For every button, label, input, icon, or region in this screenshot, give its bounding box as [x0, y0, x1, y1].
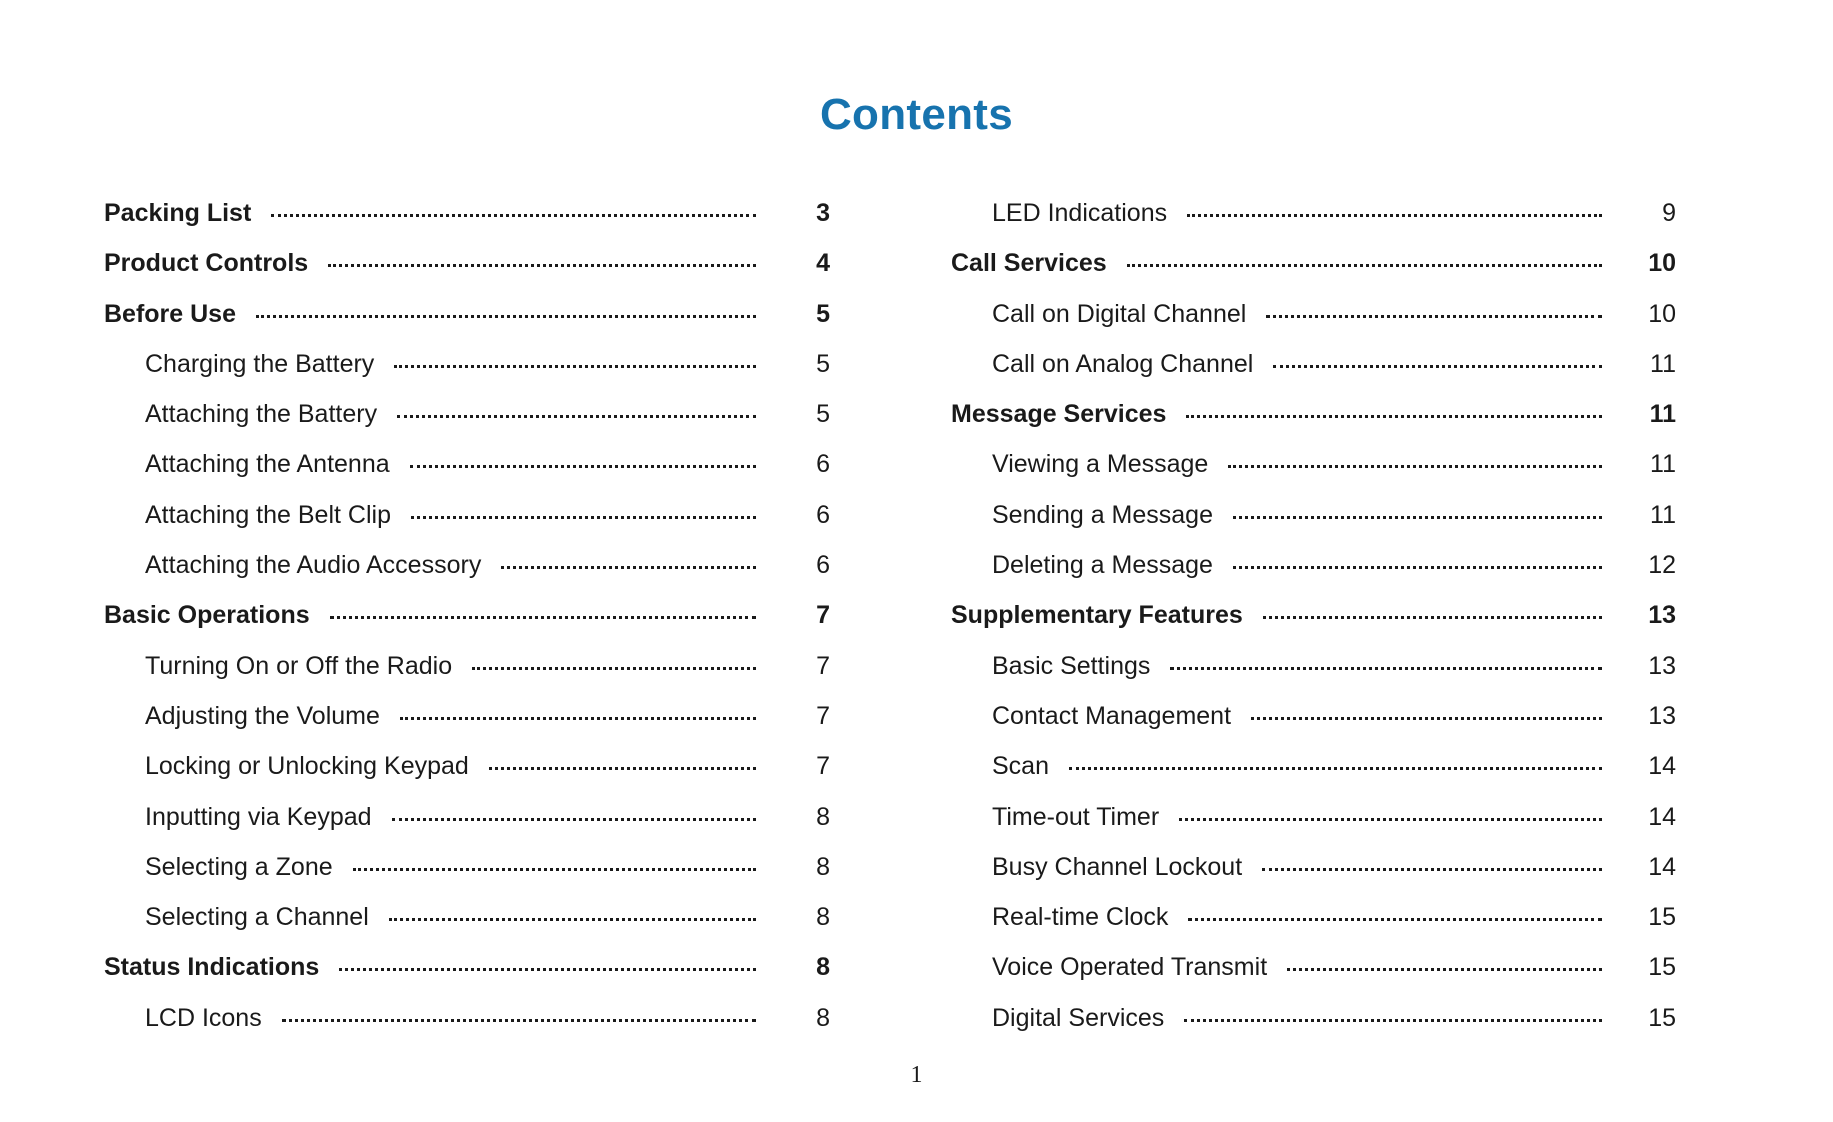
toc-entry[interactable]: [104, 752, 830, 802]
toc-entry-label: Deleting a Message: [992, 551, 1213, 580]
toc-entry[interactable]: [104, 1004, 830, 1054]
dot-leader: [1233, 516, 1602, 519]
dot-leader: [1266, 315, 1602, 318]
toc-entry-label: Basic Operations: [104, 601, 310, 630]
toc-entry[interactable]: [104, 199, 830, 249]
toc-entry[interactable]: [951, 1004, 1676, 1054]
toc-entry[interactable]: [951, 752, 1676, 802]
page-number: 1: [910, 1062, 923, 1088]
toc-entry[interactable]: [104, 300, 830, 350]
toc-entry-label: Before Use: [104, 299, 236, 328]
toc-entry[interactable]: [951, 350, 1676, 400]
dot-leader: [397, 415, 756, 418]
toc-entry[interactable]: [104, 450, 830, 500]
toc-entry-page: 7: [816, 752, 830, 781]
dot-leader: [1184, 1019, 1602, 1022]
dot-leader: [1186, 415, 1602, 418]
dot-leader: [328, 264, 756, 267]
toc-entry-label: LED Indications: [992, 199, 1168, 227]
dot-leader: [256, 315, 756, 318]
toc-entry-label: Scan: [992, 752, 1049, 781]
toc-entry-page: 7: [816, 651, 830, 680]
toc-entry[interactable]: [951, 853, 1676, 903]
dot-leader: [353, 868, 756, 871]
toc-entry-label: Status Indications: [104, 953, 320, 982]
toc-entry-page: 14: [1648, 852, 1676, 881]
toc-entry-label: Message Services: [951, 400, 1167, 429]
toc-entry[interactable]: [951, 601, 1676, 651]
toc-entry-label: Busy Channel Lockout: [992, 852, 1243, 881]
toc-entry-page: 8: [816, 903, 830, 932]
toc-entry-page: 5: [816, 400, 830, 429]
dot-leader: [1263, 616, 1602, 619]
toc-left-column: [104, 199, 830, 1054]
dot-leader: [1069, 767, 1602, 770]
toc-entry-label: Charging the Battery: [145, 349, 375, 378]
dot-leader: [1251, 717, 1602, 720]
toc-entry[interactable]: [951, 249, 1676, 299]
toc-entry[interactable]: [104, 350, 830, 400]
toc-entry-page: 11: [1650, 450, 1676, 479]
toc-entry[interactable]: [951, 199, 1676, 249]
toc-entry[interactable]: [104, 652, 830, 702]
toc-entry-page: 8: [816, 1003, 830, 1032]
toc-entry-page: 11: [1650, 500, 1676, 529]
toc-entry-page: 13: [1648, 601, 1676, 630]
dot-leader: [339, 968, 756, 971]
toc-entry-label: Digital Services: [992, 1003, 1165, 1032]
toc-entry[interactable]: [104, 853, 830, 903]
toc-entry-page: 15: [1648, 953, 1676, 982]
dot-leader: [282, 1019, 756, 1022]
toc-entry-label: Inputting via Keypad: [145, 802, 372, 831]
dot-leader: [400, 717, 756, 720]
toc-entry-label: Attaching the Battery: [145, 400, 378, 429]
dot-leader: [1188, 918, 1602, 921]
toc-entry-page: 7: [816, 601, 830, 630]
toc-entry-page: 6: [816, 551, 830, 580]
page-title: Contents: [819, 90, 1014, 139]
toc-entry-label: Turning On or Off the Radio: [145, 651, 453, 680]
toc-entry-page: 14: [1648, 752, 1676, 781]
toc-entry-page: 13: [1648, 651, 1676, 680]
toc-entry-page: 8: [816, 802, 830, 831]
dot-leader: [1228, 465, 1602, 468]
toc-entry-label: Real-time Clock: [992, 903, 1169, 932]
toc-entry-label: Call on Digital Channel: [992, 299, 1247, 328]
toc-entry-page: 11: [1649, 400, 1676, 429]
toc-entry[interactable]: [951, 903, 1676, 953]
toc-entry-label: Attaching the Belt Clip: [145, 500, 391, 529]
toc-entry[interactable]: [951, 400, 1676, 450]
dot-leader: [394, 365, 756, 368]
toc-entry-page: 10: [1648, 249, 1676, 278]
toc-entry[interactable]: [951, 702, 1676, 752]
toc-entry[interactable]: [951, 953, 1676, 1003]
dot-leader: [472, 667, 756, 670]
toc-entry-page: 13: [1648, 701, 1676, 730]
toc-entry-page: 14: [1648, 802, 1676, 831]
toc-entry[interactable]: [104, 249, 830, 299]
toc-entry[interactable]: [104, 702, 830, 752]
dot-leader: [411, 516, 756, 519]
toc-entry-page: 6: [816, 450, 830, 479]
toc-entry-label: Attaching the Antenna: [145, 450, 390, 479]
toc-entry-label: Call on Analog Channel: [992, 349, 1254, 378]
toc-entry[interactable]: [104, 803, 830, 853]
toc-entry-label: Viewing a Message: [992, 450, 1209, 479]
toc-entry-label: Sending a Message: [992, 500, 1213, 529]
toc-entry-label: LCD Icons: [145, 1003, 262, 1032]
toc-entry-label: Selecting a Channel: [145, 903, 369, 932]
toc-entry-label: Attaching the Audio Accessory: [145, 551, 482, 580]
dot-leader: [1233, 566, 1602, 569]
toc-entry-label: Basic Settings: [992, 651, 1151, 680]
toc-entry[interactable]: [104, 953, 830, 1003]
toc-entry-page: 8: [816, 953, 830, 982]
dot-leader: [389, 918, 756, 921]
dot-leader: [330, 616, 756, 619]
dot-leader: [1273, 365, 1602, 368]
dot-leader: [271, 214, 756, 217]
toc-entry-page: 15: [1648, 903, 1676, 932]
toc-entry[interactable]: [104, 601, 830, 651]
toc-entry-label: Locking or Unlocking Keypad: [145, 752, 469, 781]
toc-entry-page: 4: [816, 249, 830, 278]
dot-leader: [1262, 868, 1602, 871]
dot-leader: [489, 767, 756, 770]
toc-right-column: [951, 199, 1676, 1054]
toc-entry-label: Adjusting the Volume: [145, 701, 380, 730]
toc-entry-page: 8: [816, 852, 830, 881]
toc-entry-page: 11: [1650, 349, 1676, 378]
toc-entry-page: 5: [816, 349, 830, 378]
dot-leader: [392, 818, 756, 821]
toc-entry[interactable]: [951, 300, 1676, 350]
toc-entry[interactable]: [104, 551, 830, 601]
dot-leader: [1179, 818, 1602, 821]
toc-entry[interactable]: [951, 652, 1676, 702]
toc-entry[interactable]: [951, 551, 1676, 601]
dot-leader: [501, 566, 756, 569]
toc-entry[interactable]: [951, 501, 1676, 551]
dot-leader: [1187, 214, 1602, 217]
toc-entry-label: Call Services: [951, 249, 1107, 278]
toc-entry-page: 12: [1648, 551, 1676, 580]
dot-leader: [1127, 264, 1602, 267]
toc-entry[interactable]: [104, 903, 830, 953]
toc-entry-page: 6: [816, 500, 830, 529]
dot-leader: [410, 465, 756, 468]
dot-leader: [1170, 667, 1602, 670]
toc-entry-page: 3: [816, 199, 830, 227]
toc-entry-page: 7: [816, 701, 830, 730]
toc-entry-page: 9: [1662, 199, 1676, 227]
dot-leader: [1287, 968, 1602, 971]
toc-entry-page: 10: [1648, 299, 1676, 328]
toc-entry[interactable]: [104, 501, 830, 551]
toc-entry-label: Time-out Timer: [992, 802, 1160, 831]
toc-entry-label: Contact Management: [992, 701, 1232, 730]
toc-entry-page: 15: [1648, 1003, 1676, 1032]
toc-entry[interactable]: [104, 400, 830, 450]
toc-entry-label: Packing List: [104, 199, 252, 227]
toc-entry-label: Product Controls: [104, 249, 309, 278]
toc-entry[interactable]: [951, 450, 1676, 500]
toc-entry-label: Selecting a Zone: [145, 852, 333, 881]
toc-entry-label: Voice Operated Transmit: [992, 953, 1268, 982]
toc-entry-page: 5: [816, 299, 830, 328]
toc-entry-label: Supplementary Features: [951, 601, 1243, 630]
toc-entry[interactable]: [951, 803, 1676, 853]
